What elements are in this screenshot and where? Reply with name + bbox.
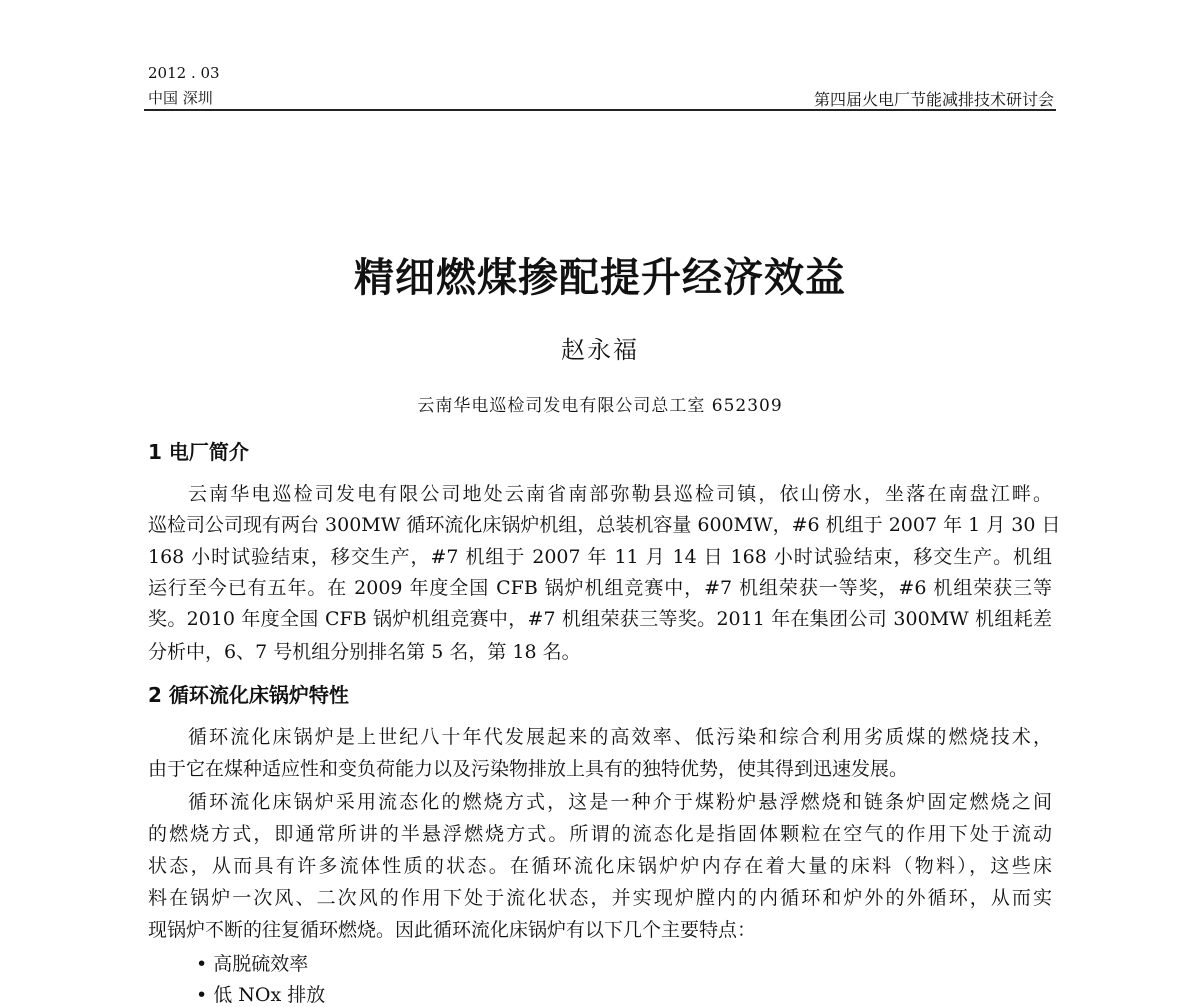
paragraph-line: 循环流化床锅炉采用流态化的燃烧方式，这是一种介于煤粉炉悬浮燃烧和链条炉固定燃烧之间 xyxy=(188,791,1052,813)
section-heading: 2 循环流化床锅炉特性 xyxy=(148,683,349,707)
paragraph-line: 168 小时试验结束，移交生产，#7 机组于 2007 年 11 月 14 日 168 小时试验结束，移交生产。机组 xyxy=(148,546,1052,568)
header-date: 2012 . 03 xyxy=(148,64,220,82)
header-conference: 第四届火电厂节能减排技术研讨会 xyxy=(813,90,1054,109)
paragraph-line: 由于它在煤种适应性和变负荷能力以及污染物排放上具有的独特优势，使其得到迅速发展。 xyxy=(148,758,909,780)
bullet-item: • 低 NOx 排放 xyxy=(196,984,326,1006)
paragraph-line: 云南华电巡检司发电有限公司地处云南省南部弥勒县巡检司镇，依山傍水，坐落在南盘江畔。 xyxy=(188,483,1052,505)
paragraph-line: 状态，从而具有许多流体性质的状态。在循环流化床锅炉炉内存在着大量的床料（物料），这些床 xyxy=(148,855,1052,877)
affiliation: 云南华电巡检司发电有限公司总工室 652309 xyxy=(417,396,783,416)
author: 赵永福 xyxy=(561,336,639,364)
bullet-item: • 高脱硫效率 xyxy=(196,953,309,975)
paragraph-line: 奖。2010 年度全国 CFB 锅炉机组竞赛中，#7 机组荣获三等奖。2011 年在集团公司 300MW 机组耗差 xyxy=(148,608,1052,630)
paragraph-line: 循环流化床锅炉是上世纪八十年代发展起来的高效率、低污染和综合利用劣质煤的燃烧技术， xyxy=(188,726,1052,748)
paragraph-line: 巡检司公司现有两台 300MW 循环流化床锅炉机组，总装机容量 600MW，#6 机组于 2007 年 1 月 30 日 xyxy=(148,514,1061,536)
header-rule xyxy=(144,109,1056,111)
paragraph-line: 分析中，6、7 号机组分别排名第 5 名，第 18 名。 xyxy=(148,641,581,663)
paragraph-line: 现锅炉不断的往复循环燃烧。因此循环流化床锅炉有以下几个主要特点： xyxy=(148,919,757,941)
paragraph-line: 运行至今已有五年。在 2009 年度全国 CFB 锅炉机组竞赛中，#7 机组荣获一等奖，#6 机组荣获三等 xyxy=(148,577,1052,599)
paragraph-line: 料在锅炉一次风、二次风的作用下处于流化状态，并实现炉膛内的内循环和炉外的外循环，从而实 xyxy=(148,887,1052,909)
paragraph-line: 的燃烧方式，即通常所讲的半悬浮燃烧方式。所谓的流态化是指固体颗粒在空气的作用下处于流动 xyxy=(148,823,1052,845)
header-location: 中国 深圳 xyxy=(148,89,213,107)
section-heading: 1 电厂简介 xyxy=(148,440,249,464)
paper-title: 精细燃煤掺配提升经济效益 xyxy=(354,255,846,301)
